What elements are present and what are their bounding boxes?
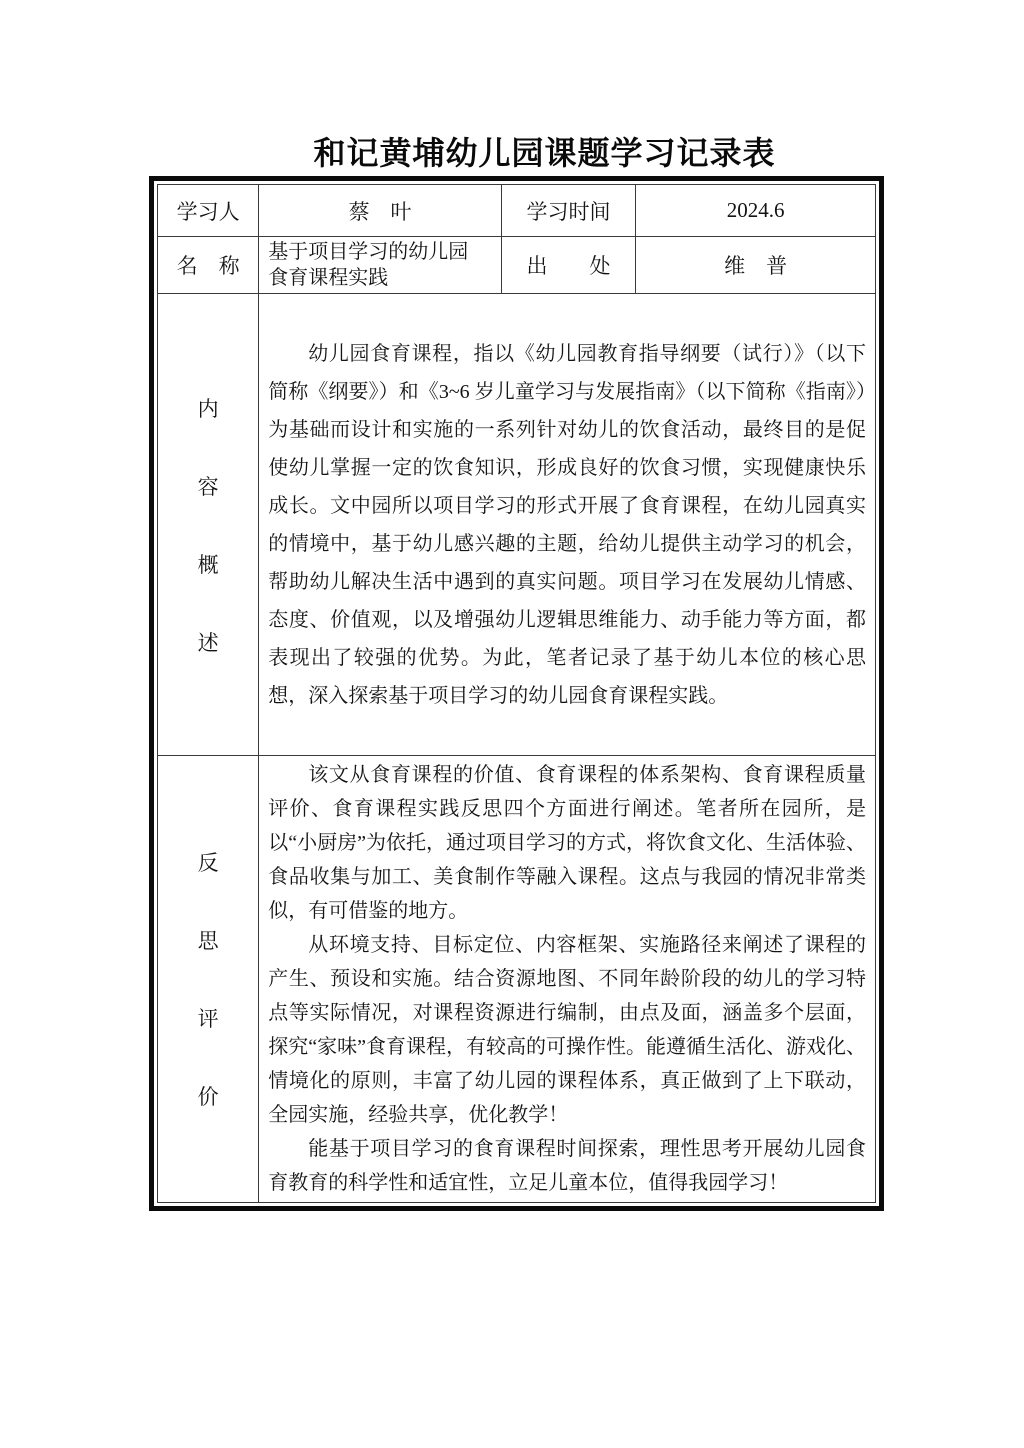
content-summary-paragraph: 幼儿园食育课程，指以《幼儿园教育指导纲要（试行）》（以下简称《纲要》）和《3~6 岁儿童学习与发展指南》（以下简称《指南》）为基础而设计和实施的一系列针对幼儿的饮食活动，最终目的是促使幼儿掌握一定的饮食知识，形成良好的饮食习惯，实现健康快乐成长。文中园所以项目学习的形式开展了食育课程，在幼儿园真实的情境中，基于幼儿感兴趣的主题，给幼儿提供主动学习的机会，帮助幼儿解决生活中遇到的真实问题。项目学习在发展幼儿情感、态度、价值观，以及增强幼儿逻辑思维能力、动手能力等方面，都表现出了较强的优势。为此，笔者记录了基于幼儿本位的核心思想，深入探索基于项目学习的幼儿园食育课程实践。 <box>268 342 866 707</box>
reflection-label-char: 思 <box>197 929 219 953</box>
content-summary-text <box>259 294 876 756</box>
reflection-label-char: 反 <box>197 851 219 875</box>
reflection-paragraph: 从环境支持、目标定位、内容框架、实施路径来阐述了课程的产生、预设和实施。结合资源地图、不同年龄阶段的幼儿的学习特点等实际情况，对课程资源进行编制，由点及面，涵盖多个层面，探究“家味”食育课程，有较高的可操作性。能遵循生活化、游戏化、情境化的原则，丰富了幼儿园的课程体系，真正做到了上下联动，全园实施，经验共享，优化教学！ <box>268 934 866 1126</box>
source-label: 出 处 <box>501 237 635 294</box>
reflection-text <box>259 756 876 1203</box>
reflection-label-char: 价 <box>197 1085 219 1109</box>
table-row-reflection <box>158 756 876 1203</box>
table-row-name-source <box>158 237 876 294</box>
content-summary-label-char: 内 <box>197 396 219 421</box>
article-name-label: 名 称 <box>158 237 259 294</box>
study-time-label: 学习时间 <box>501 185 635 237</box>
source-value: 维 普 <box>636 237 876 294</box>
reflection-label-stack <box>158 847 258 1111</box>
reflection-paragraph: 能基于项目学习的食育课程时间探索，理性思考开展幼儿园食育教育的科学性和适宜性，立足儿童本位，值得我园学习！ <box>268 1138 866 1194</box>
record-table <box>157 184 876 1203</box>
content-summary-label-char: 容 <box>197 474 219 499</box>
table-row-learner <box>158 185 876 237</box>
content-summary-label-char: 述 <box>197 630 219 655</box>
reflection-label <box>158 756 259 1203</box>
learner-value: 蔡 叶 <box>259 185 502 237</box>
record-table-frame <box>149 176 884 1211</box>
article-name-value: 基于项目学习的幼儿园食育课程实践 <box>259 237 502 294</box>
table-row-content-summary <box>158 294 876 756</box>
page-title: 和记黄埔幼儿园课题学习记录表 <box>313 135 776 171</box>
content-summary-label-char: 概 <box>197 552 219 577</box>
content-summary-label-stack <box>158 393 258 657</box>
study-time-value: 2024.6 <box>636 185 876 237</box>
reflection-label-char: 评 <box>197 1007 219 1031</box>
content-summary-label <box>158 294 259 756</box>
learner-label: 学习人 <box>158 185 259 237</box>
reflection-paragraph: 该文从食育课程的价值、食育课程的体系架构、食育课程质量评价、食育课程实践反思四个方面进行阐述。笔者所在园所，是以“小厨房”为依托，通过项目学习的方式，将饮食文化、生活体验、食品收集与加工、美食制作等融入课程。这点与我园的情况非常类似，有可借鉴的地方。 <box>268 764 866 922</box>
